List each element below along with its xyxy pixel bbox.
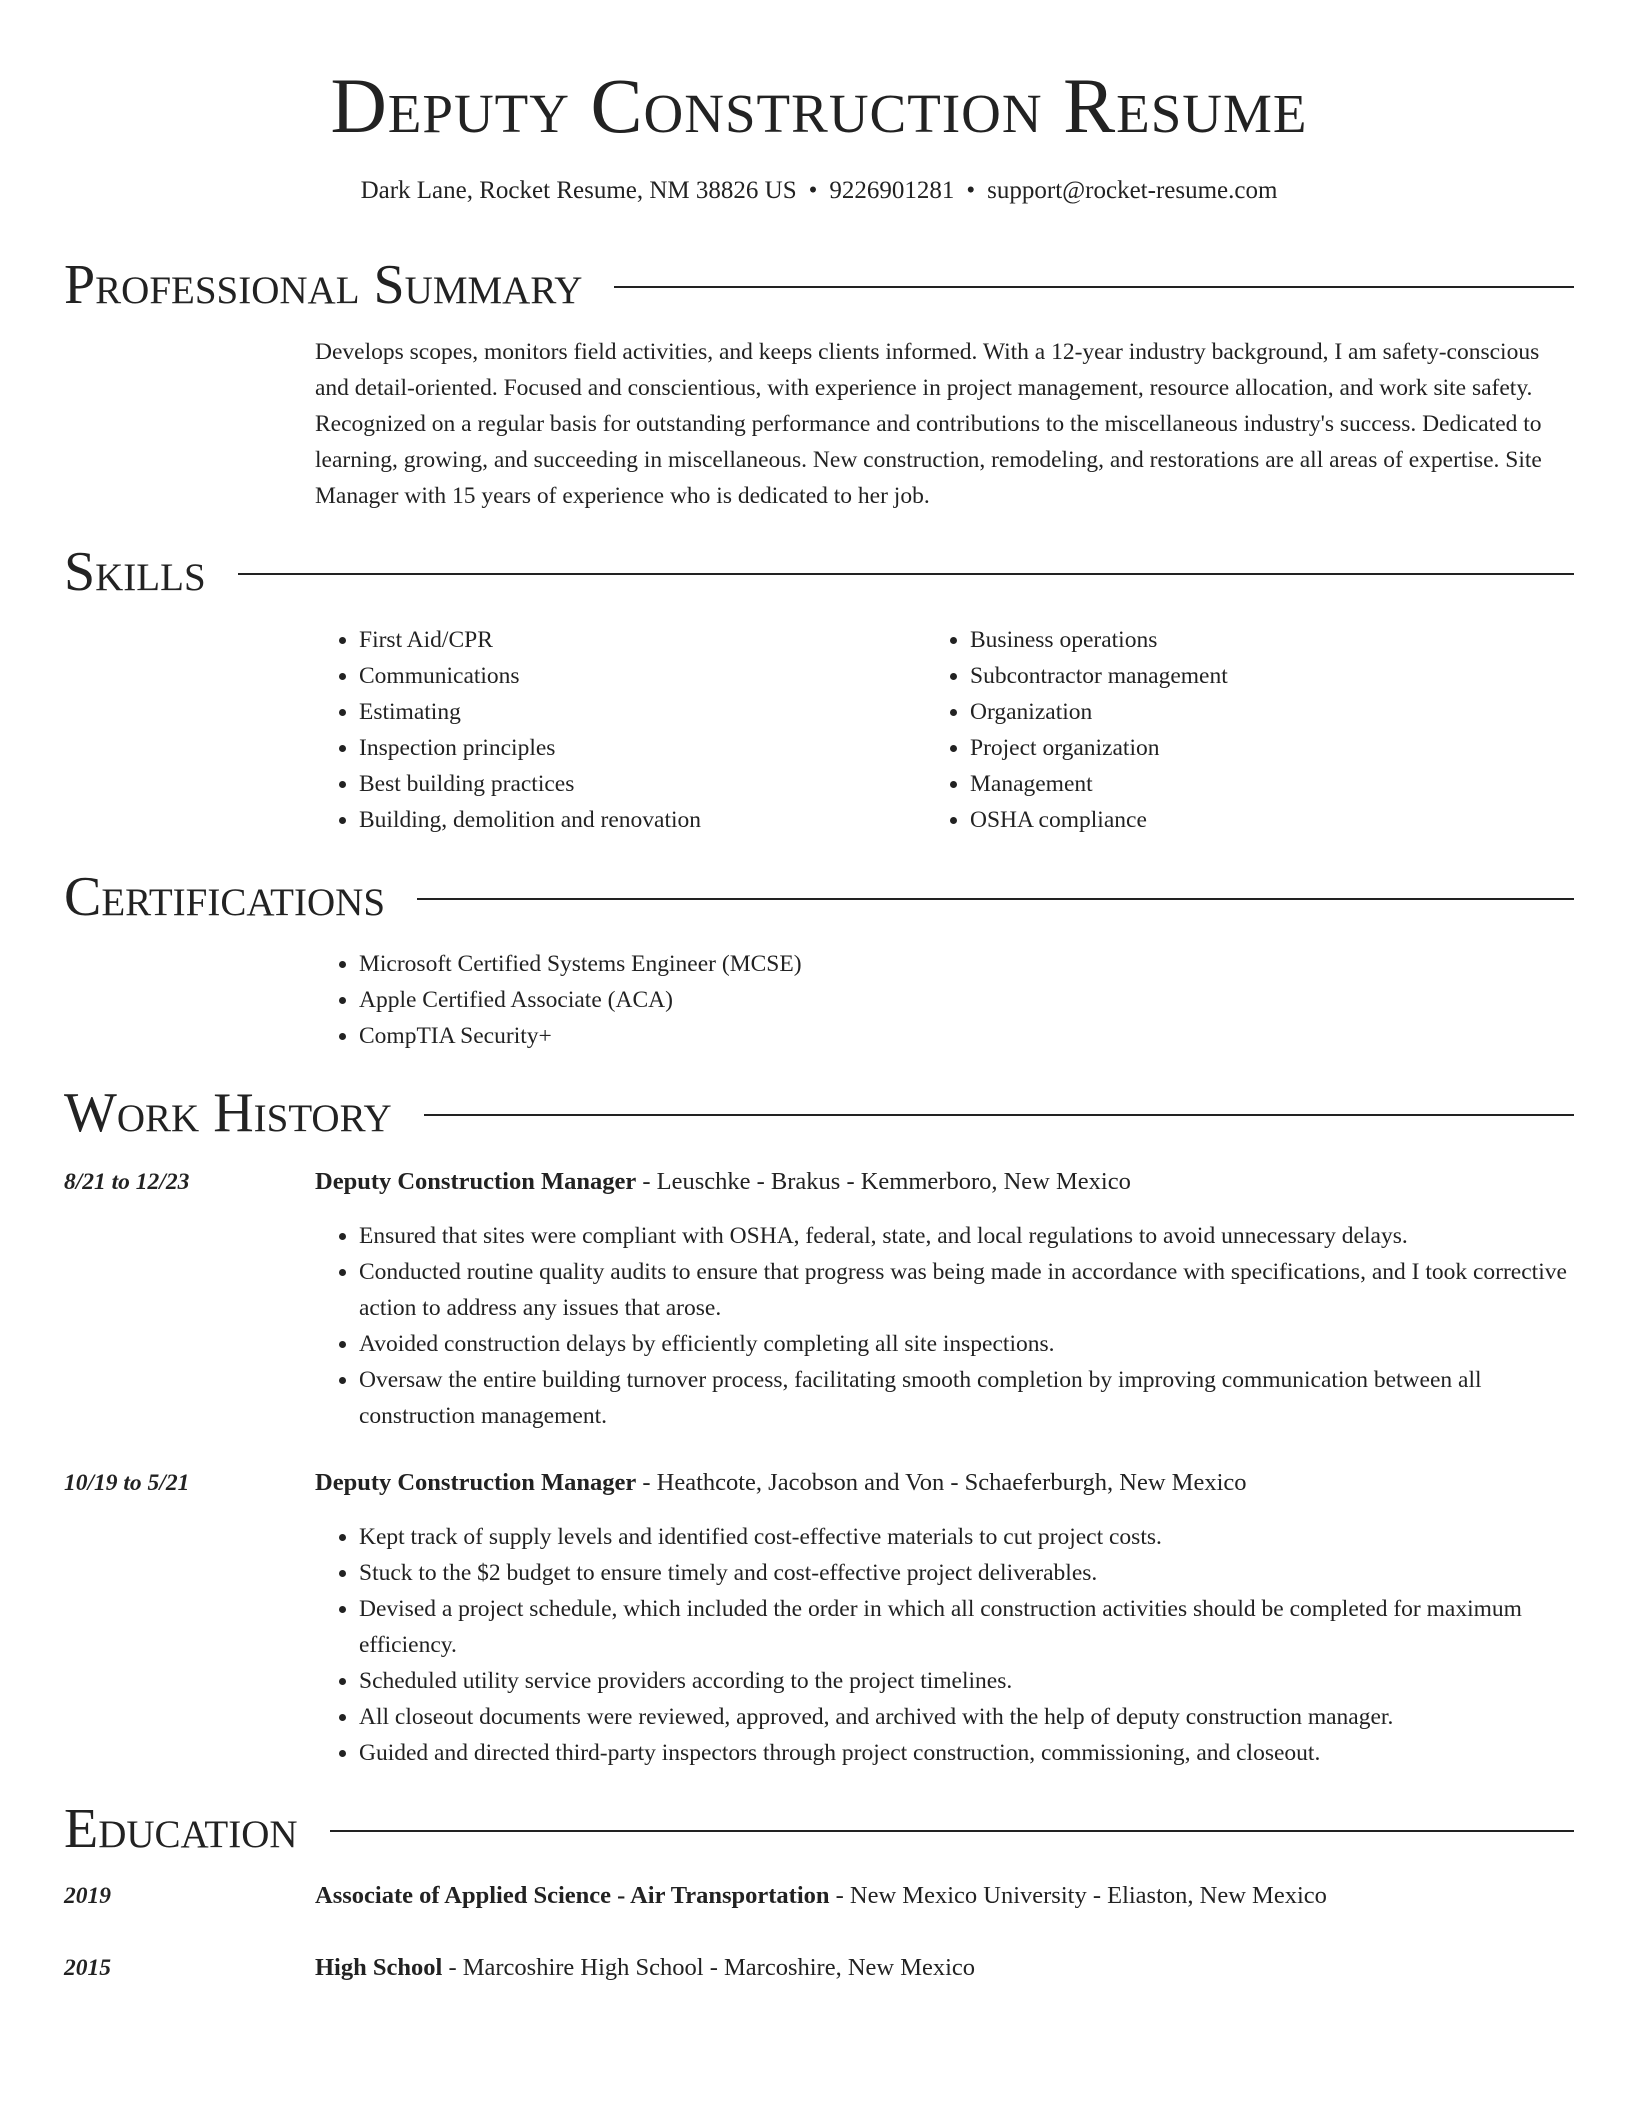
job-bullet: • Scheduled utility service providers according to the project timelines. — [359, 1663, 1574, 1699]
section-divider — [238, 573, 1574, 575]
job-heading — [315, 1465, 1574, 1501]
section-divider — [614, 286, 1574, 288]
education-heading: Education — [64, 1798, 298, 1860]
contact-line — [64, 174, 1574, 208]
job-bullets — [315, 1519, 1574, 1771]
education-entry — [315, 1950, 1574, 1986]
certifications-section-header — [64, 865, 1574, 929]
certifications-list — [315, 946, 1574, 1054]
job-dates: 8/21 to 12/23 — [64, 1169, 190, 1195]
contact-separator: • — [808, 177, 818, 204]
job-bullet: • All closeout documents were reviewed, approved, and archived with the help of deputy construction manager. — [359, 1699, 1574, 1735]
job-heading — [315, 1164, 1574, 1200]
job-bullets — [315, 1218, 1574, 1434]
skill-item: • Estimating — [359, 694, 915, 730]
skill-item: • Project organization — [970, 730, 1526, 766]
skill-item: • OSHA compliance — [970, 802, 1526, 838]
job-bullet: • Kept track of supply levels and identified cost-effective materials to cut project costs. — [359, 1519, 1574, 1555]
job-bullet: • Oversaw the entire building turnover process, facilitating smooth completion by improving communication between all construction management. — [359, 1362, 1574, 1434]
skill-item: • Building, demolition and renovation — [359, 802, 915, 838]
education-degree: High School — [315, 1954, 443, 1981]
resume-title: Deputy Construction Resume — [330, 62, 1308, 149]
skills-heading: Skills — [64, 541, 206, 603]
skill-item: • Business operations — [970, 622, 1526, 658]
job-bullet: • Avoided construction delays by efficiently completing all site inspections. — [359, 1326, 1574, 1362]
section-divider — [417, 898, 1574, 900]
job-dates: 10/19 to 5/21 — [64, 1470, 190, 1496]
education-school: - New Mexico University - Eliaston, New Mexico — [829, 1882, 1327, 1909]
certification-item: • Microsoft Certified Systems Engineer (MCSE) — [359, 946, 1574, 982]
skills-column-left — [315, 622, 915, 838]
job-employer: - Leuschke - Brakus - Kemmerboro, New Mexico — [636, 1168, 1131, 1195]
education-school: - Marcoshire High School - Marcoshire, New Mexico — [442, 1954, 976, 1981]
summary-section-header — [64, 253, 1574, 317]
education-entry — [315, 1878, 1574, 1914]
education-section-header — [64, 1797, 1574, 1861]
certifications-heading: Certifications — [64, 866, 386, 928]
contact-address: Dark Lane, Rocket Resume, NM 38826 US — [360, 177, 797, 204]
skill-item: • First Aid/CPR — [359, 622, 915, 658]
work-history-heading: Work History — [64, 1082, 392, 1144]
skill-item: • Subcontractor management — [970, 658, 1526, 694]
job-title: Deputy Construction Manager — [315, 1168, 637, 1195]
contact-phone: 9226901281 — [829, 177, 955, 204]
job-title: Deputy Construction Manager — [315, 1469, 637, 1496]
skill-item: • Management — [970, 766, 1526, 802]
job-bullet: • Stuck to the $2 budget to ensure timely and cost-effective project deliverables. — [359, 1555, 1574, 1591]
education-degree: Associate of Applied Science - Air Transportation — [315, 1882, 830, 1909]
job-bullet: • Guided and directed third-party inspectors through project construction, commissioning, and closeout. — [359, 1735, 1574, 1771]
certification-item: • CompTIA Security+ — [359, 1018, 1574, 1054]
skill-item: • Best building practices — [359, 766, 915, 802]
job-employer: - Heathcote, Jacobson and Von - Schaeferburgh, New Mexico — [636, 1469, 1247, 1496]
contact-email: support@rocket-resume.com — [987, 177, 1278, 204]
job-bullet: • Ensured that sites were compliant with OSHA, federal, state, and local regulations to avoid unnecessary delays. — [359, 1218, 1574, 1254]
education-year: 2019 — [64, 1883, 111, 1909]
skills-column-right — [926, 622, 1526, 838]
certification-item: • Apple Certified Associate (ACA) — [359, 982, 1574, 1018]
summary-text: Develops scopes, monitors field activities, and keeps clients informed. With a 12-year industry background, I am safety-conscious and detail-oriented. Focused and conscientious, with experience in project management, resource allocation, and work site safety. Recognized on a regular basis for outstanding performance and contributions to the miscellaneous industry's success. Dedicated to learning, growing, and succeeding in miscellaneous. New construction, remodeling, and restorations are all areas of expertise. Site Manager with 15 years of experience who is dedicated to her job. — [315, 339, 1542, 509]
section-divider — [424, 1114, 1574, 1116]
skills-section-header — [64, 540, 1574, 604]
work-history-section-header — [64, 1081, 1574, 1145]
summary-heading: Professional Summary — [64, 254, 583, 316]
contact-separator: • — [966, 177, 976, 204]
section-divider — [330, 1830, 1574, 1832]
job-bullet: • Conducted routine quality audits to ensure that progress was being made in accordance with specifications, and I took corrective action to address any issues that arose. — [359, 1254, 1574, 1326]
skill-item: • Organization — [970, 694, 1526, 730]
skill-item: • Inspection principles — [359, 730, 915, 766]
education-year: 2015 — [64, 1955, 111, 1981]
job-bullet: • Devised a project schedule, which included the order in which all construction activities should be completed for maximum efficiency. — [359, 1591, 1574, 1663]
skill-item: • Communications — [359, 658, 915, 694]
